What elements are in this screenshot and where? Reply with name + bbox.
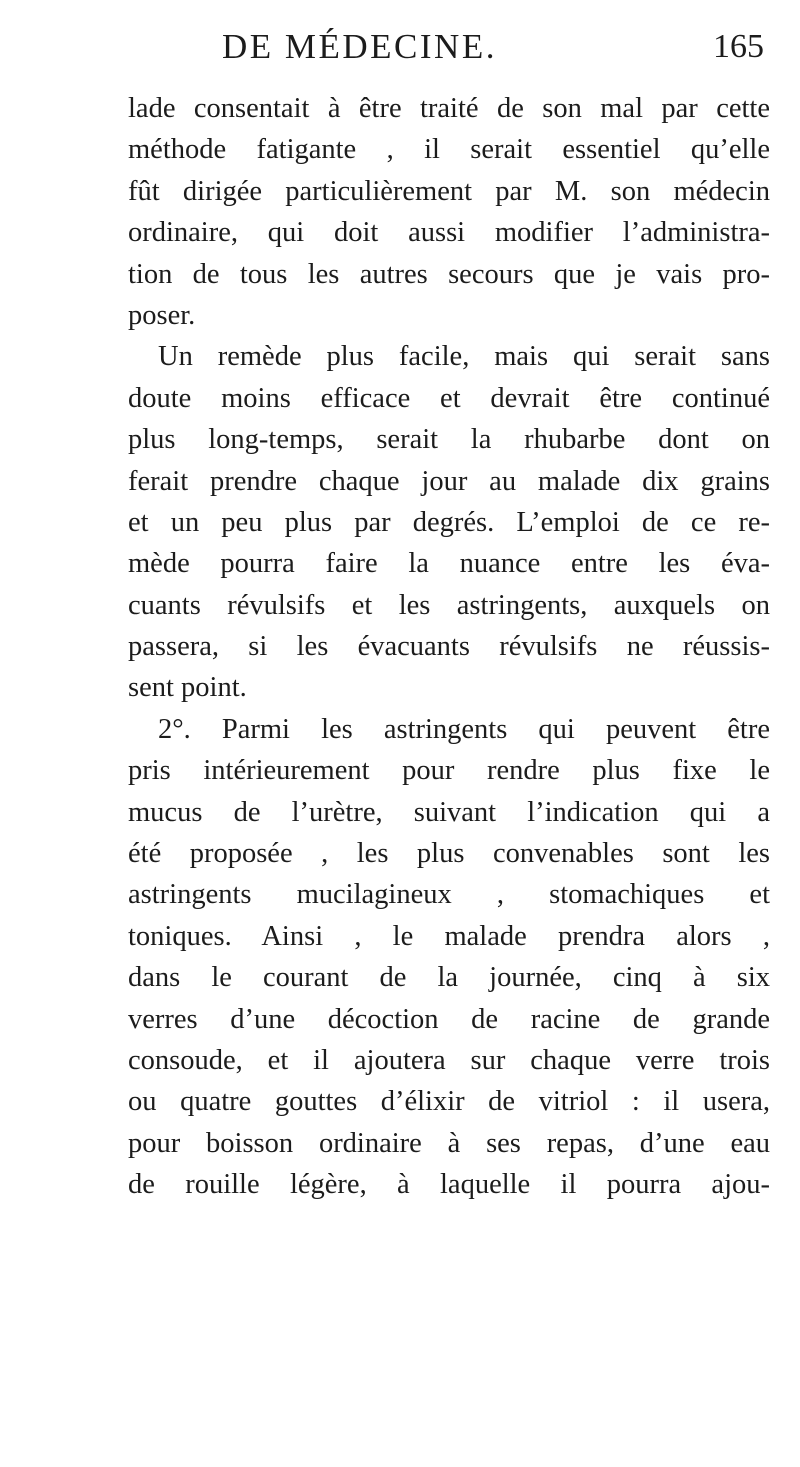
running-head (128, 22, 768, 72)
text-line: plus long-temps, serait la rhubarbe dont on (128, 424, 770, 456)
text-line: poser. (128, 299, 196, 331)
body-text (128, 88, 770, 1206)
text-line: été proposée , les plus convenables sont les (128, 838, 770, 870)
text-line: fût dirigée particulièrement par M. son médecin (128, 175, 770, 207)
text-line: ordinaire, qui doit aussi modifier l’administra- (128, 217, 770, 249)
running-title: DE MÉDECINE. (222, 27, 497, 66)
text-line: 2°. Parmi les astringents qui peuvent être (158, 713, 770, 745)
text-line: toniques. Ainsi , le malade prendra alors , (128, 920, 770, 952)
text-line: passera, si les évacuants révulsifs ne réussis- (128, 631, 770, 663)
text-line: mède pourra faire la nuance entre les éva- (128, 548, 770, 580)
text-line: pour boisson ordinaire à ses repas, d’une eau (128, 1127, 770, 1159)
paragraph (128, 336, 770, 709)
text-line: verres d’une décoction de racine de grande (128, 1003, 770, 1035)
paragraph (128, 88, 770, 336)
text-line: mucus de l’urètre, suivant l’indication qui a (128, 796, 770, 828)
paragraph (128, 709, 770, 1206)
text-line: sent point. (128, 672, 247, 704)
text-line: ou quatre gouttes d’élixir de vitriol : il usera, (128, 1086, 770, 1118)
text-line: méthode fatigante , il serait essentiel qu’elle (128, 134, 770, 166)
page-number: 165 (713, 28, 764, 65)
text-line: pris intérieurement pour rendre plus fixe le (128, 755, 770, 787)
text-line: et un peu plus par degrés. L’emploi de ce re- (128, 506, 770, 538)
text-line: dans le courant de la journée, cinq à six (128, 962, 770, 994)
text-line: astringents mucilagineux , stomachiques et (128, 879, 770, 911)
text-line: ferait prendre chaque jour au malade dix grains (128, 465, 770, 497)
text-line: tion de tous les autres secours que je vais pro- (128, 258, 770, 290)
text-line: Un remède plus facile, mais qui serait sans (158, 341, 770, 373)
text-line: consoude, et il ajoutera sur chaque verre trois (128, 1044, 770, 1076)
text-line: lade consentait à être traité de son mal par cette (128, 93, 770, 124)
text-line: doute moins efficace et devrait être continué (128, 382, 770, 414)
text-line: cuants révulsifs et les astringents, auxquels on (128, 589, 770, 621)
text-line: de rouille légère, à laquelle il pourra ajou- (128, 1169, 770, 1201)
